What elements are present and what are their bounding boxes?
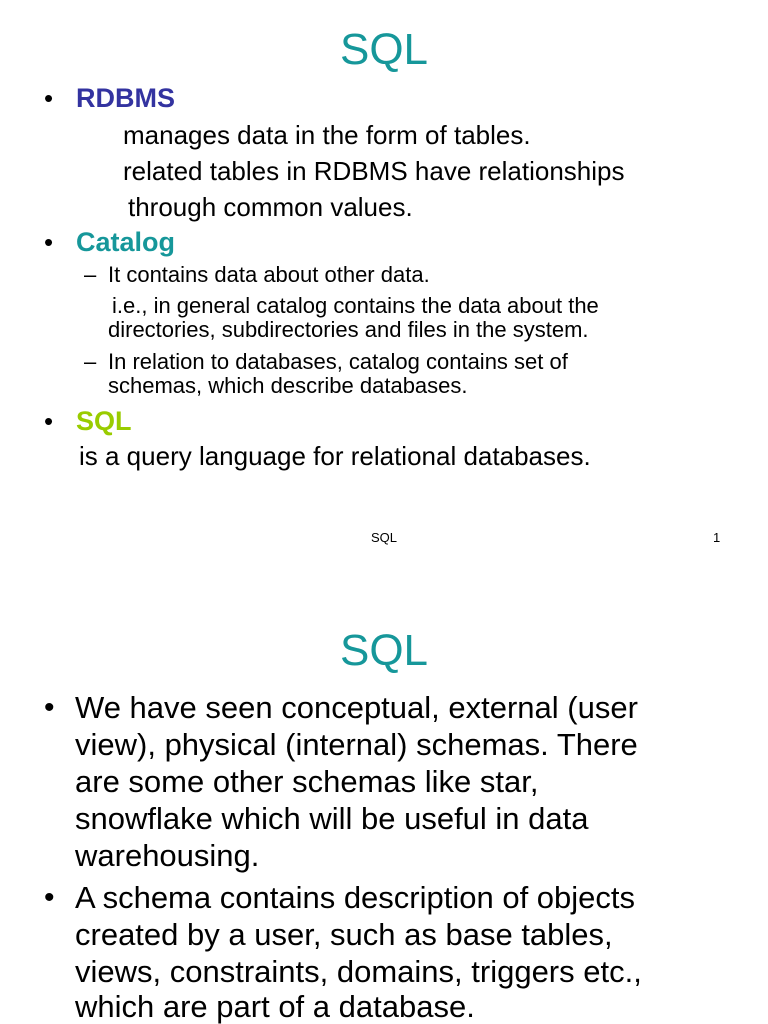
rdbms-line-3: through common values. <box>128 192 413 222</box>
slide-2 <box>0 576 768 1024</box>
catalog-sub1-cont-2: directories, subdirectories and files in the system. <box>108 317 589 342</box>
bullet2-line-3: views, constraints, domains, triggers etc., <box>75 954 642 989</box>
bullet-dot: • <box>44 691 55 724</box>
bullet1-line-4: snowflake which will be useful in data <box>75 801 589 836</box>
bullet-dot: • <box>44 406 54 436</box>
sql-line: is a query language for relational databases. <box>79 441 591 471</box>
rdbms-line-1: manages data in the form of tables. <box>123 120 531 150</box>
bullet1-line-1: We have seen conceptual, external (user <box>75 690 638 725</box>
page-number: 1 <box>713 530 721 545</box>
dash-marker: – <box>84 349 97 374</box>
bullet2-line-4: which are part of a database. <box>75 989 475 1024</box>
catalog-sub1-line: It contains data about other data. <box>108 262 430 287</box>
dash-marker: – <box>84 262 97 287</box>
slide-2-title: SQL <box>339 626 429 675</box>
bullet-dot: • <box>44 83 54 113</box>
slide-1-title: SQL <box>339 25 429 74</box>
footer-label: SQL <box>370 530 397 545</box>
bullet1-line-2: view), physical (internal) schemas. There <box>75 727 638 762</box>
bullet-dot: • <box>44 227 54 257</box>
bullet1-line-3: are some other schemas like star, <box>75 764 539 799</box>
sql-heading: SQL <box>76 406 132 436</box>
rdbms-heading: RDBMS <box>76 83 175 113</box>
bullet2-line-1: A schema contains description of objects <box>75 880 636 915</box>
rdbms-line-2: related tables in RDBMS have relationships <box>123 156 625 186</box>
bullet-dot: • <box>44 881 55 914</box>
catalog-sub1-cont-1: i.e., in general catalog contains the data about the <box>112 293 599 318</box>
catalog-sub2-line: In relation to databases, catalog contains set of <box>108 349 568 374</box>
bullet1-line-5: warehousing. <box>75 838 260 873</box>
catalog-heading: Catalog <box>76 227 176 257</box>
bullet2-line-2: created by a user, such as base tables, <box>75 917 613 952</box>
catalog-sub2-cont: schemas, which describe databases. <box>108 373 468 398</box>
